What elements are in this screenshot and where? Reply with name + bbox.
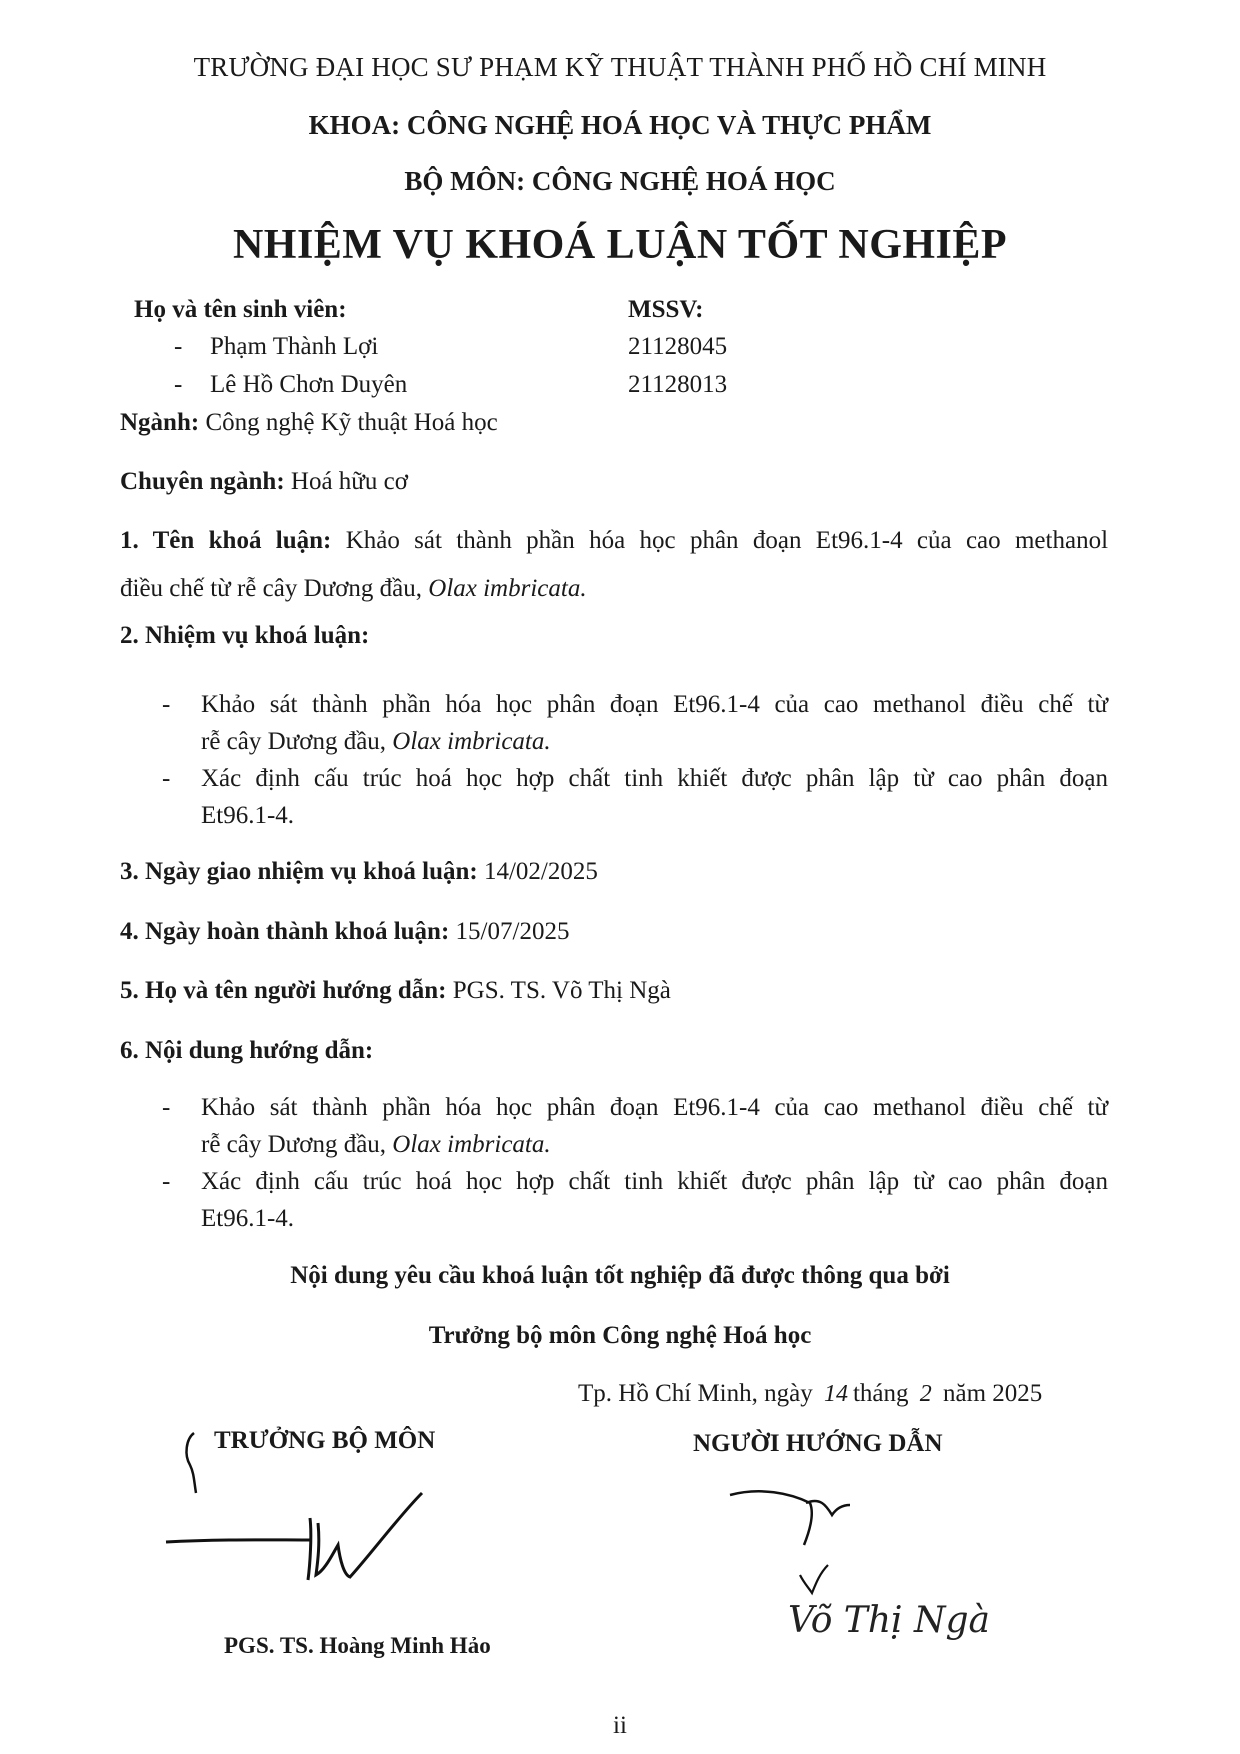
specialization-line	[120, 468, 408, 496]
tasks-item2-line2: Et96.1-4.	[201, 802, 295, 829]
advisor-handwritten-name: Võ Thị Ngà	[788, 1600, 990, 1641]
date-month-word: tháng	[852, 1380, 909, 1407]
page-title: NHIỆM VỤ KHOÁ LUẬN TỐT NGHIỆP	[232, 222, 1008, 268]
bullet-dash: -	[162, 1168, 171, 1195]
assign-date-value: 14/02/2025	[483, 858, 598, 885]
assign-date-label: 3. Ngày giao nhiệm vụ khoá luận:	[120, 858, 478, 885]
specialization-value: Hoá hữu cơ	[290, 468, 408, 495]
species-name: Olax imbricata.	[392, 728, 551, 755]
specialization-label: Chuyên ngành:	[120, 468, 285, 495]
bullet-dash: -	[162, 691, 171, 718]
species-name: Olax imbricata.	[392, 1131, 551, 1158]
student-id: 21128045	[628, 333, 728, 360]
student-name: Lê Hồ Chơn Duyên	[210, 371, 408, 398]
advisor-value: PGS. TS. Võ Thị Ngà	[452, 977, 671, 1004]
guidance-item2-line1: Xác định cấu trúc hoá học hợp chất tinh khiết được phân lập từ cao phân đoạn	[201, 1168, 1108, 1195]
advisor-line	[120, 977, 671, 1005]
complete-date-line	[120, 918, 569, 946]
complete-date-value: 15/07/2025	[455, 918, 570, 945]
advisor-title: NGƯỜI HƯỚNG DẪN	[693, 1430, 943, 1457]
bullet-dash: -	[162, 1094, 171, 1121]
species-name: Olax imbricata.	[428, 575, 587, 602]
guidance-item2-line2: Et96.1-4.	[201, 1205, 295, 1232]
date-prefix: Tp. Hồ Chí Minh, ngày	[578, 1380, 813, 1407]
tasks-label: 2. Nhiệm vụ khoá luận:	[120, 622, 370, 649]
complete-date-label: 4. Ngày hoàn thành khoá luận:	[120, 918, 450, 945]
date-day-handwritten: 14	[823, 1381, 848, 1407]
date-place	[578, 1380, 1042, 1408]
approval-line2: Trưởng bộ môn Công nghệ Hoá học	[428, 1322, 812, 1349]
student-id-label: MSSV:	[628, 296, 704, 323]
date-month-handwritten: 2	[919, 1381, 932, 1407]
student-name-label: Họ và tên sinh viên:	[134, 296, 347, 323]
department-name: BỘ MÔN: CÔNG NGHỆ HOÁ HỌC	[404, 166, 836, 196]
thesis-name-text-cont: điều chế từ rễ cây Dương đầu,	[120, 575, 423, 602]
thesis-name-line2	[120, 575, 587, 603]
bullet-dash: -	[162, 765, 171, 792]
thesis-name-line1	[120, 527, 1108, 555]
head-name: PGS. TS. Hoàng Minh Hảo	[224, 1633, 491, 1658]
advisor-label: 5. Họ và tên người hướng dẫn:	[120, 977, 447, 1004]
head-title: TRƯỞNG BỘ MÔN	[214, 1427, 436, 1454]
guidance-item1-text: rễ cây Dương đầu,	[201, 1131, 387, 1158]
major-line	[120, 409, 498, 437]
student-id: 21128013	[628, 371, 728, 398]
major-value: Công nghệ Kỹ thuật Hoá học	[205, 409, 498, 436]
guidance-label: 6. Nội dung hướng dẫn:	[120, 1037, 374, 1064]
tasks-item1-text: rễ cây Dương đầu,	[201, 728, 387, 755]
approval-line1: Nội dung yêu cầu khoá luận tốt nghiệp đã được thông qua bởi	[290, 1262, 950, 1289]
date-year: năm 2025	[943, 1380, 1043, 1407]
student-name: Phạm Thành Lợi	[210, 333, 379, 360]
assign-date-line	[120, 858, 598, 886]
university-name: TRƯỜNG ĐẠI HỌC SƯ PHẠM KỸ THUẬT THÀNH PHỐ HỒ CHÍ MINH	[193, 52, 1047, 82]
bullet-dash: -	[174, 333, 183, 360]
thesis-name-text: Khảo sát thành phần hóa học phân đoạn Et96.1-4 của cao methanol	[345, 527, 1109, 554]
thesis-name-label: 1. Tên khoá luận:	[120, 527, 332, 554]
tasks-item1-line1: Khảo sát thành phần hóa học phân đoạn Et96.1-4 của cao methanol điều chế từ	[201, 691, 1108, 718]
tasks-item2-line1: Xác định cấu trúc hoá học hợp chất tinh khiết được phân lập từ cao phân đoạn	[201, 765, 1108, 792]
tasks-item1-line2	[201, 728, 551, 756]
guidance-item1-line2	[201, 1131, 551, 1159]
page-number: ii	[613, 1712, 627, 1739]
guidance-item1-line1: Khảo sát thành phần hóa học phân đoạn Et96.1-4 của cao methanol điều chế từ	[201, 1094, 1108, 1121]
faculty-name: KHOA: CÔNG NGHỆ HOÁ HỌC VÀ THỰC PHẨM	[308, 110, 932, 140]
head-signature-image	[160, 1425, 480, 1605]
bullet-dash: -	[174, 371, 183, 398]
major-label: Ngành:	[120, 409, 200, 436]
